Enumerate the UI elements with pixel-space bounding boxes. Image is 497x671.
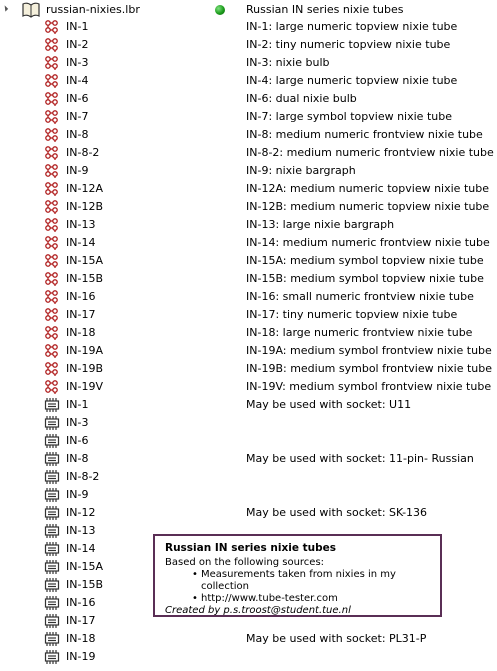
- device-row[interactable]: [0, 306, 497, 324]
- device-name: IN-12B: [66, 200, 103, 213]
- device-symbol-icon: [44, 55, 60, 71]
- package-name: IN-17: [66, 614, 96, 627]
- package-name: IN-15A: [66, 560, 103, 573]
- device-symbol-icon: [44, 271, 60, 287]
- device-row[interactable]: [0, 234, 497, 252]
- package-name: IN-19: [66, 650, 96, 663]
- device-row[interactable]: [0, 18, 497, 36]
- package-name: IN-8-2: [66, 470, 100, 483]
- device-list: [0, 18, 497, 396]
- package-name: IN-14: [66, 542, 96, 555]
- device-symbol-icon: [44, 253, 60, 269]
- device-name: IN-2: [66, 38, 89, 51]
- bullet-icon: •: [192, 593, 198, 604]
- package-footprint-icon: [44, 397, 60, 413]
- device-description: IN-2: tiny numeric topview nixie tube: [246, 38, 451, 51]
- device-description: IN-19A: medium symbol frontview nixie tube: [246, 344, 492, 357]
- device-name: IN-7: [66, 110, 89, 123]
- package-row[interactable]: [0, 504, 497, 522]
- package-name: IN-9: [66, 488, 89, 501]
- device-name: IN-9: [66, 164, 89, 177]
- device-name: IN-12A: [66, 182, 103, 195]
- device-row[interactable]: [0, 36, 497, 54]
- package-description: May be used with socket: SK-136: [246, 506, 428, 519]
- device-description: IN-1: large numeric topview nixie tube: [246, 20, 458, 33]
- package-footprint-icon: [44, 559, 60, 575]
- device-name: IN-14: [66, 236, 96, 249]
- package-row[interactable]: [0, 486, 497, 504]
- package-footprint-icon: [44, 469, 60, 485]
- device-symbol-icon: [44, 127, 60, 143]
- device-name: IN-3: [66, 56, 89, 69]
- device-row[interactable]: [0, 324, 497, 342]
- device-name: IN-16: [66, 290, 96, 303]
- package-footprint-icon: [44, 577, 60, 593]
- device-description: IN-8: medium numeric frontview nixie tube: [246, 128, 483, 141]
- device-description: IN-15A: medium symbol topview nixie tube: [246, 254, 484, 267]
- device-name: IN-8: [66, 128, 89, 141]
- package-footprint-icon: [44, 415, 60, 431]
- device-description: IN-7: large symbol topview nixie tube: [246, 110, 452, 123]
- package-description: May be used with socket: 11-pin- Russian: [246, 452, 474, 465]
- device-name: IN-13: [66, 218, 96, 231]
- device-row[interactable]: [0, 342, 497, 360]
- package-row[interactable]: [0, 648, 497, 666]
- package-name: IN-3: [66, 416, 89, 429]
- package-row[interactable]: [0, 450, 497, 468]
- device-symbol-icon: [44, 91, 60, 107]
- device-row[interactable]: [0, 144, 497, 162]
- device-row[interactable]: [0, 360, 497, 378]
- device-name: IN-19V: [66, 380, 103, 393]
- bullet-icon: •: [192, 569, 198, 580]
- package-footprint-icon: [44, 505, 60, 521]
- device-description: IN-19B: medium symbol frontview nixie tube: [246, 362, 493, 375]
- device-symbol-icon: [44, 217, 60, 233]
- device-symbol-icon: [44, 19, 60, 35]
- device-description: IN-16: small numeric frontview nixie tube: [246, 290, 474, 303]
- device-row[interactable]: [0, 72, 497, 90]
- device-description: IN-6: dual nixie bulb: [246, 92, 357, 105]
- device-symbol-icon: [44, 37, 60, 53]
- device-description: IN-13: large nixie bargraph: [246, 218, 395, 231]
- collapse-arrow-icon[interactable]: [2, 5, 8, 11]
- device-description: IN-18: large numeric frontview nixie tube: [246, 326, 473, 339]
- package-name: IN-1: [66, 398, 89, 411]
- tooltip-source-item: • http://www.tube-tester.com: [192, 593, 338, 604]
- tooltip-title: Russian IN series nixie tubes: [165, 542, 337, 554]
- device-description: IN-4: large numeric topview nixie tube: [246, 74, 458, 87]
- package-name: IN-16: [66, 596, 96, 609]
- package-description: May be used with socket: PL31-P: [246, 632, 427, 645]
- package-description: May be used with socket: U11: [246, 398, 412, 411]
- device-symbol-icon: [44, 343, 60, 359]
- device-symbol-icon: [44, 289, 60, 305]
- package-row[interactable]: [0, 414, 497, 432]
- device-name: IN-18: [66, 326, 96, 339]
- device-symbol-icon: [44, 379, 60, 395]
- library-description: Russian IN series nixie tubes: [246, 3, 404, 16]
- tooltip-intro: Based on the following sources:: [165, 557, 325, 568]
- package-footprint-icon: [44, 523, 60, 539]
- device-name: IN-1: [66, 20, 89, 33]
- device-description: IN-3: nixie bulb: [246, 56, 330, 69]
- green-status-dot-icon: [215, 5, 225, 15]
- device-description: IN-17: tiny numeric topview nixie tube: [246, 308, 458, 321]
- library-book-icon: [22, 2, 40, 18]
- device-name: IN-19B: [66, 362, 103, 375]
- device-row[interactable]: [0, 162, 497, 180]
- device-symbol-icon: [44, 163, 60, 179]
- device-name: IN-15A: [66, 254, 103, 267]
- device-row[interactable]: [0, 252, 497, 270]
- device-symbol-icon: [44, 145, 60, 161]
- device-row[interactable]: [0, 108, 497, 126]
- package-row[interactable]: [0, 432, 497, 450]
- device-name: IN-4: [66, 74, 89, 87]
- device-row[interactable]: [0, 198, 497, 216]
- device-row[interactable]: [0, 216, 497, 234]
- device-symbol-icon: [44, 73, 60, 89]
- package-footprint-icon: [44, 541, 60, 557]
- package-name: IN-12: [66, 506, 96, 519]
- device-description: IN-19V: medium symbol frontview nixie tube: [246, 380, 492, 393]
- library-description-tooltip: [153, 534, 442, 617]
- package-list: [0, 396, 497, 666]
- device-name: IN-15B: [66, 272, 103, 285]
- device-symbol-icon: [44, 109, 60, 125]
- library-row[interactable]: [0, 1, 497, 19]
- device-row[interactable]: [0, 180, 497, 198]
- device-name: IN-6: [66, 92, 89, 105]
- device-description: IN-9: nixie bargraph: [246, 164, 356, 177]
- device-name: IN-17: [66, 308, 96, 321]
- package-row[interactable]: [0, 468, 497, 486]
- package-footprint-icon: [44, 451, 60, 467]
- package-name: IN-13: [66, 524, 96, 537]
- device-name: IN-8-2: [66, 146, 100, 159]
- library-name: russian-nixies.lbr: [46, 3, 140, 16]
- device-description: IN-14: medium numeric frontview nixie tube: [246, 236, 490, 249]
- device-symbol-icon: [44, 361, 60, 377]
- device-name: IN-19A: [66, 344, 103, 357]
- package-name: IN-6: [66, 434, 89, 447]
- device-symbol-icon: [44, 325, 60, 341]
- device-description: IN-12A: medium numeric topview nixie tube: [246, 182, 489, 195]
- tooltip-source-list: [165, 569, 430, 605]
- device-symbol-icon: [44, 307, 60, 323]
- device-row[interactable]: [0, 126, 497, 144]
- device-symbol-icon: [44, 199, 60, 215]
- device-row[interactable]: [0, 90, 497, 108]
- package-name: IN-8: [66, 452, 89, 465]
- device-description: IN-15B: medium symbol topview nixie tube: [246, 272, 484, 285]
- package-footprint-icon: [44, 631, 60, 647]
- package-row[interactable]: [0, 396, 497, 414]
- device-symbol-icon: [44, 235, 60, 251]
- device-description: IN-8-2: medium numeric frontview nixie tube: [246, 146, 494, 159]
- package-footprint-icon: [44, 487, 60, 503]
- device-description: IN-12B: medium numeric topview nixie tube: [246, 200, 490, 213]
- device-symbol-icon: [44, 181, 60, 197]
- device-row[interactable]: [0, 288, 497, 306]
- tooltip-credit: Created by p.s.troost@student.tue.nl: [165, 605, 351, 616]
- package-name: IN-15B: [66, 578, 103, 591]
- device-row[interactable]: [0, 54, 497, 72]
- package-name: IN-18: [66, 632, 96, 645]
- package-footprint-icon: [44, 433, 60, 449]
- device-row[interactable]: [0, 378, 497, 396]
- device-row[interactable]: [0, 270, 497, 288]
- tooltip-source-item: • Measurements taken from nixies in my collection: [192, 569, 396, 592]
- package-footprint-icon: [44, 613, 60, 629]
- package-row[interactable]: [0, 630, 497, 648]
- package-footprint-icon: [44, 649, 60, 665]
- package-footprint-icon: [44, 595, 60, 611]
